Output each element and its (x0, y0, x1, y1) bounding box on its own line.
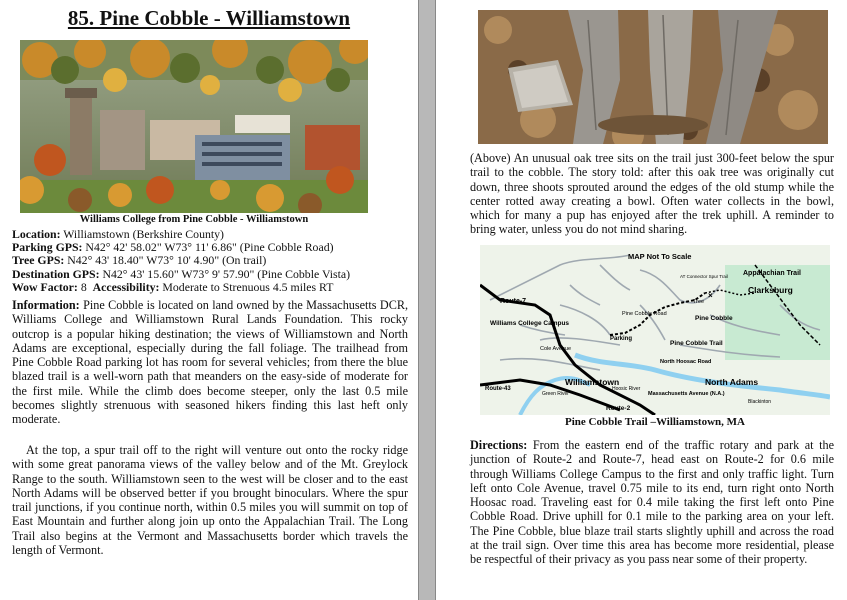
left-page (0, 0, 418, 600)
directions-label: Directions: (470, 438, 528, 452)
map-not-to-scale: MAP Not To Scale (628, 252, 692, 261)
wow-label: Wow Factor: (12, 279, 78, 294)
map-label-hoosic-river: Hoosic River (612, 386, 641, 392)
parking-value: N42° 42' 58.02" W73° 11' 6.86" (Pine Cobble Road) (85, 240, 334, 255)
wow-value: 8 (80, 279, 87, 294)
information-label: Information: (12, 298, 80, 312)
map-label-trail: Pine Cobble Trail (670, 340, 723, 347)
map-label-blackinton: Blackinton (748, 399, 772, 405)
oak-tree-illustration (478, 10, 828, 144)
map-label-pine-cobble: Pine Cobble (695, 315, 733, 322)
map-label-north-hoosac: North Hoosac Road (660, 359, 712, 365)
map-label-north-adams: North Adams (705, 377, 759, 387)
map-caption: Pine Cobble Trail –Williamstown, MA (565, 416, 745, 428)
map-label-williamstown: Williamstown (565, 377, 620, 387)
info-block (12, 228, 408, 294)
oak-tree-photo (478, 10, 828, 144)
map-label-clarksburg: Clarksburg (748, 285, 793, 295)
trail-map-drawing (480, 245, 830, 415)
map-label-appalachian: Appalachian Trail (743, 270, 801, 277)
map-label-green-river: Green River (542, 391, 569, 397)
book-gutter (418, 0, 436, 600)
forest-area (725, 265, 830, 360)
oak-tree-paragraph (470, 151, 834, 237)
location-value: Williamstown (Berkshire County) (63, 227, 224, 241)
directions-text: From the eastern end of the traffic rotary and park at the junction of Route-2 and Route-7, head east on Route-2 for 0.6 mile through Williams College Campus to the first and only traffic light. Turn left onto Cole Avenue, travel 0.75 mile to its end, turn right onto North Hoosac road. Traveling east for 0.4 mile taking the first left onto Pine Cobble Road. Drive uphill for 0.1 mile to the parking area on your left. The Pine Cobble, blue blaze trail starts slightly uphill and across the road at the trail sign. Over time this area has become more residential, please be respectful of their privacy as you pass near some of their property. (470, 438, 835, 567)
information-text: Pine Cobble is located on land owned by the Massachusetts DCR, Williams College and Williamstown Rural Lands Foundation. This rocky outcrop is a popular hiking destination; the views of Williamstown and North Adams are exceptional, especially during the fall foliage. The trailhead from Pine Cobble Road parking lot has room for several vehicles; from there the blue blazed trail is a well-worn path that meanders on the easy-side of moderate for the first mile. While the climb does become steeper, only the last 0.5 mile becomes slightly strenuous with seasoned hikers finding this last heft only moderate. (12, 298, 408, 427)
tree-label: Tree GPS: (12, 253, 65, 268)
accessibility-label: Accessibility: (92, 279, 160, 294)
destination-label: Destination GPS: (12, 266, 100, 281)
summit-text: At the top, a spur trail off to the right will venture out onto the rocky ridge with some great panorama views of the valley below and of the Mt. Greylock Range to the south. Williamstown seen to the west will be closer and to the east North Adams will be observed better if you brought binoculars. Where the spur trail junctions, if you continue north, within 0.5 miles you will summit on top of East Mountain and further along join up onto the Appalachian Trail. The Long Trail also begins at the Vermont and Massachusetts border which travels the length of Vermont. (12, 443, 408, 558)
tree-marker-x: × (708, 291, 713, 300)
map-label-parking: Parking (610, 336, 633, 342)
autumn-town-illustration (20, 40, 368, 213)
map-label-connector: AT Connector Spur Trail (680, 274, 728, 279)
map-label-route2: Route-2 (606, 405, 631, 412)
trail-map (480, 245, 830, 415)
summit-paragraph (12, 443, 408, 557)
williams-college-photo (20, 40, 368, 213)
page-title: 85. Pine Cobble - Williamstown (67, 6, 351, 30)
information-paragraph (12, 298, 408, 427)
map-label-cole: Cole Avenue (540, 346, 572, 352)
location-label: Location: (12, 227, 61, 241)
oak-tree-text: (Above) An unusual oak tree sits on the trail just 300-feet below the spur trail to the cobble. The story told: after this oak tree was originally cut down, three shoots sprouted around the edges of the old stump while the center rotted away creating a bowl. Often water collects in the bowl, which for many a pup has enjoyed after the trek uphill. A reminder to bring water, unless you do not mind sharing. (470, 151, 834, 237)
parking-label: Parking GPS: (12, 240, 83, 255)
map-label-route43: Route-43 (485, 386, 511, 392)
tree-value: N42° 43' 18.40" W73° 10' 4.90" (On trail) (67, 253, 267, 268)
photo-caption: Williams College from Pine Cobble - Williamstown (79, 214, 309, 225)
directions-paragraph (470, 438, 834, 567)
wow-line (12, 281, 408, 294)
map-label-tree: Tree (693, 299, 705, 305)
map-label-campus: Williams College Campus (490, 320, 570, 327)
destination-value: N42° 43' 15.60" W73° 9' 57.90" (Pine Cobble Vista) (102, 266, 351, 281)
map-label-pine-cobble-road: Pine Cobble Road (622, 311, 667, 317)
accessibility-value: Moderate to Strenuous 4.5 miles RT (162, 279, 334, 294)
right-page (436, 0, 847, 600)
map-label-mass-ave: Massachusetts Avenue (N.A.) (648, 391, 725, 397)
map-label-route7: Route-7 (500, 298, 527, 305)
